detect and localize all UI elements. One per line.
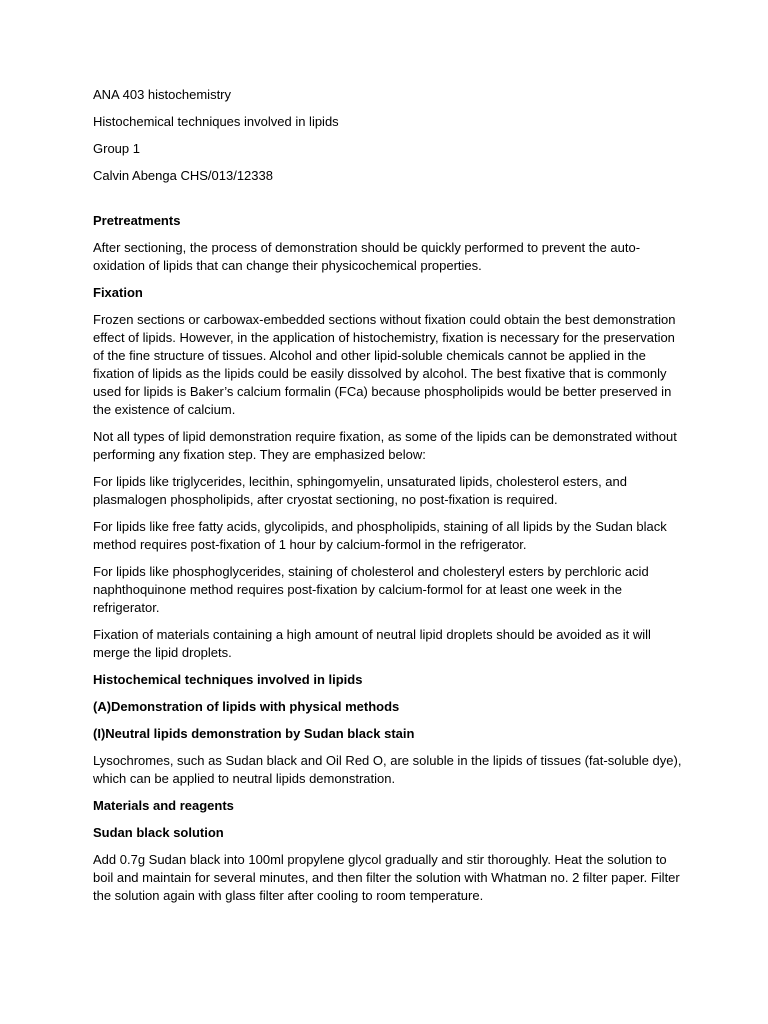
physical-methods-heading: (A)Demonstration of lipids with physical methods [93, 699, 400, 714]
group-label: Group 1 [93, 141, 140, 156]
techniques-heading: Histochemical techniques involved in lipids [93, 672, 363, 687]
document-body [93, 86, 683, 914]
spacer [93, 194, 683, 212]
topic-title: Histochemical techniques involved in lipids [93, 114, 339, 129]
fixation-heading: Fixation [93, 285, 143, 300]
lysochromes-paragraph: Lysochromes, such as Sudan black and Oil Red O, are soluble in the lipids of tissues (fat-soluble dye), which can be applied to neutral lipids demonstration. [93, 753, 682, 786]
course-title: ANA 403 histochemistry [93, 87, 232, 102]
pretreatments-paragraph: After sectioning, the process of demonstration should be quickly performed to prevent the auto-oxidation of lipids that can change their physicochemical properties. [93, 240, 641, 273]
fixation-paragraph-2: Not all types of lipid demonstration require fixation, as some of the lipids can be demonstrated without performing any fixation step. They are emphasized below: [93, 429, 677, 462]
fixation-paragraph-6: Fixation of materials containing a high amount of neutral lipid droplets should be avoided as it will merge the lipid droplets. [93, 627, 651, 660]
sudan-black-solution-heading: Sudan black solution [93, 825, 224, 840]
author-line: Calvin Abenga CHS/013/12338 [93, 168, 273, 183]
materials-heading: Materials and reagents [93, 798, 234, 813]
fixation-paragraph-5: For lipids like phosphoglycerides, staining of cholesterol and cholesteryl esters by perchloric acid naphthoquinone method requires post-fixation by calcium-formol for at least one week in the refrigerator. [93, 564, 649, 615]
solution-preparation-paragraph: Add 0.7g Sudan black into 100ml propylene glycol gradually and stir thoroughly. Heat the solution to boil and maintain for several minutes, and then filter the solution with Whatman no. 2 filter paper. Filter the solution again with glass filter after cooling to room temperature. [93, 852, 680, 903]
pretreatments-heading: Pretreatments [93, 213, 181, 228]
fixation-paragraph-4: For lipids like free fatty acids, glycolipids, and phospholipids, staining of all lipids by the Sudan black method requires post-fixation of 1 hour by calcium-formol in the refrigerator. [93, 519, 667, 552]
fixation-paragraph-1: Frozen sections or carbowax-embedded sections without fixation could obtain the best demonstration effect of lipids. However, in the application of histochemistry, fixation is necessary for the preservation of the fine structure of tissues. Alcohol and other lipid-soluble chemicals cannot be applied in the fixation of lipids as the lipids could be easily dissolved by alcohol. The best fixative that is commonly used for lipids is Baker’s calcium formalin (FCa) because phospholipids would be better preserved in the existence of calcium. [93, 312, 676, 417]
sudan-black-stain-heading: (I)Neutral lipids demonstration by Sudan black stain [93, 726, 415, 741]
fixation-paragraph-3: For lipids like triglycerides, lecithin, sphingomyelin, unsaturated lipids, cholesterol esters, and plasmalogen phospholipids, after cryostat sectioning, no post-fixation is required. [93, 474, 627, 507]
